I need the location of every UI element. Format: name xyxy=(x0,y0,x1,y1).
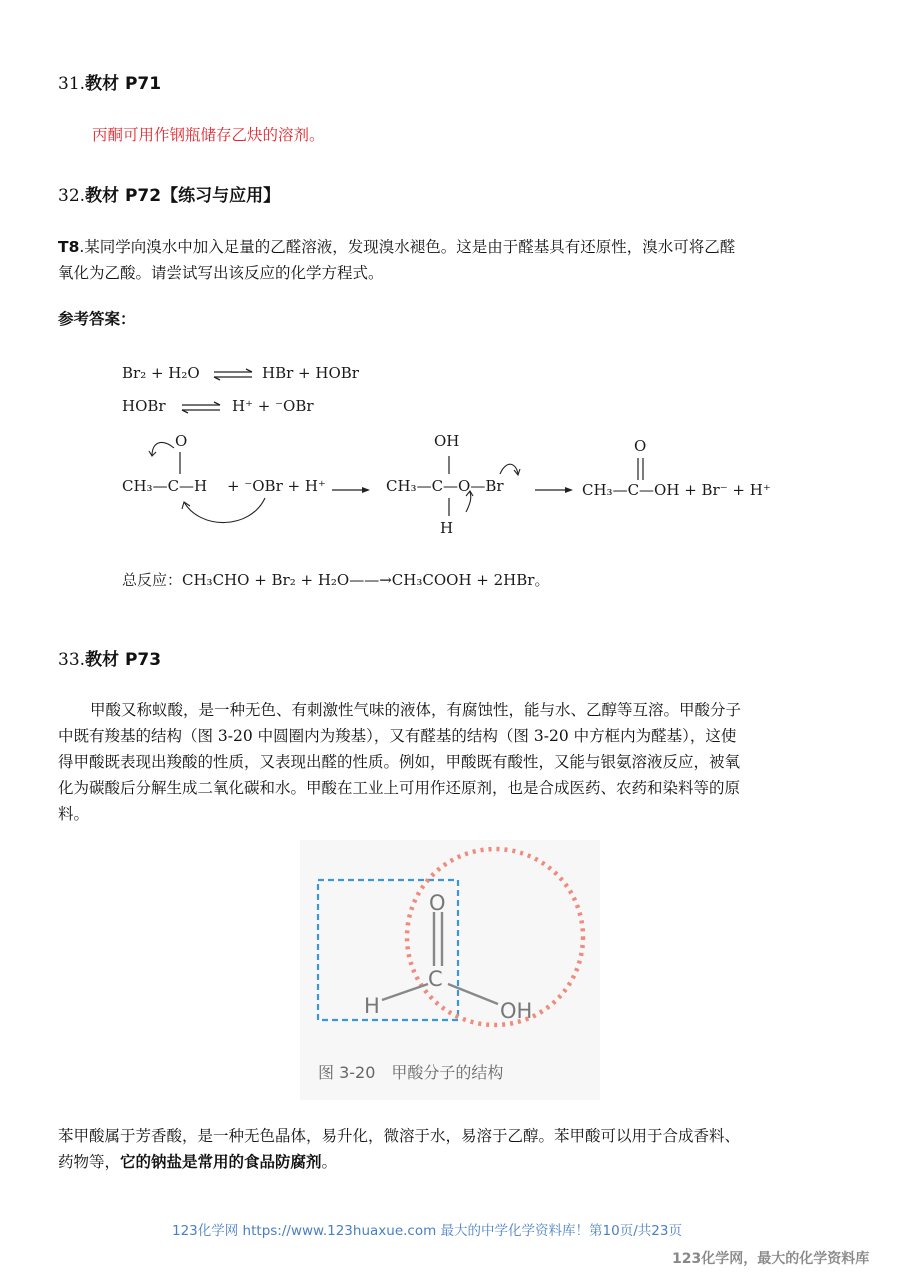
aldehyde-oxygen: O xyxy=(175,432,188,450)
atom-oh: OH xyxy=(500,999,533,1023)
t8-line-2: 氧化为乙酸。请尝试写出该反应的化学方程式。 xyxy=(58,264,384,282)
watermark: 123化学网，最大的化学资料库 xyxy=(672,1251,870,1267)
formic-line-2: 中既有羧基的结构（图 3-20 中圆圈内为羧基），又有醛基的结构（图 3-20 中方框内为醛基），这使 xyxy=(58,727,737,745)
formic-line-5: 料。 xyxy=(58,805,90,823)
atom-c: C xyxy=(428,967,443,991)
benzoic-line-1: 苯甲酸属于芳香酸，是一种无色晶体，易升化，微溶于水，易溶于乙醇。苯甲酸可以用于合成香料、 xyxy=(58,1127,741,1145)
t8-line-1: T8.某同学向溴水中加入足量的乙醛溶液，发现溴水褪色。这是由于醛基具有还原性，溴水可将乙醛 xyxy=(58,238,736,256)
intermediate: CH₃—C—O—Br xyxy=(386,477,504,495)
figure-caption: 图 3-20 甲酸分子的结构 xyxy=(318,1063,504,1082)
equilibrium-arrow-1 xyxy=(212,368,256,382)
arrow-curve-obr xyxy=(170,494,280,534)
reaction-arrow-2 xyxy=(533,484,575,496)
equilibrium-arrow-2 xyxy=(180,401,224,415)
formic-acid-figure xyxy=(300,840,600,1100)
benzoic-acid-paragraph xyxy=(58,1123,868,1175)
arrow-curve-aldehyde xyxy=(140,430,200,482)
footer-link[interactable]: 123化学网 https://www.123huaxue.com 最大的中学化学资料库！第10页/共23页 xyxy=(172,1223,682,1239)
formic-line-1: 甲酸又称蚁酸，是一种无色、有刺激性气味的液体，有腐蚀性，能与水、乙醇等互溶。甲酸分子 xyxy=(90,701,742,719)
reagents: + ⁻OBr + H⁺ xyxy=(227,477,326,495)
reaction-arrow-1 xyxy=(330,484,372,496)
section-32-heading: 32.教材 P72【练习与应用】 xyxy=(58,186,281,206)
benzoic-line-2: 药物等，它的钠盐是常用的食品防腐剂。 xyxy=(58,1153,338,1171)
section-31-text: 丙酮可用作钢瓶储存乙炔的溶剂。 xyxy=(92,126,325,144)
intermediate-h: H xyxy=(440,519,454,537)
eq2-right: H⁺ + ⁻OBr xyxy=(232,397,314,415)
formic-line-4: 化为碳酸后分解生成二氧化碳和水。甲酸在工业上可用作还原剂，也是合成医药、农药和染料等的原 xyxy=(58,779,741,797)
answer-label: 参考答案： xyxy=(58,310,136,328)
acetaldehyde: CH₃—C—H xyxy=(122,477,208,495)
section-31-heading: 31.教材 P71 xyxy=(58,74,162,94)
eq2-left: HOBr xyxy=(122,397,166,415)
acid-oxygen: O xyxy=(634,437,647,455)
acetic-acid-product: CH₃—C—OH + Br⁻ + H⁺ xyxy=(582,481,771,499)
section-33-heading: 33.教材 P73 xyxy=(58,650,162,670)
intermediate-oh: OH xyxy=(434,432,460,450)
total-reaction: 总反应：CH₃CHO + Br₂ + H₂O——→CH₃COOH + 2HBr。 xyxy=(122,571,550,589)
atom-h: H xyxy=(364,994,380,1018)
eq1-left: Br₂ + H₂O xyxy=(122,364,200,382)
t8-question xyxy=(58,234,858,286)
eq1-right: HBr + HOBr xyxy=(262,364,359,382)
formic-acid-paragraph xyxy=(58,697,858,827)
acid-double-bond xyxy=(634,456,648,482)
formic-line-3: 得甲酸既表现出羧酸的性质，又表现出醛的性质。例如，甲酸既有酸性，又能与银氨溶液反应，被氧 xyxy=(58,753,741,771)
atom-o: O xyxy=(429,891,446,915)
